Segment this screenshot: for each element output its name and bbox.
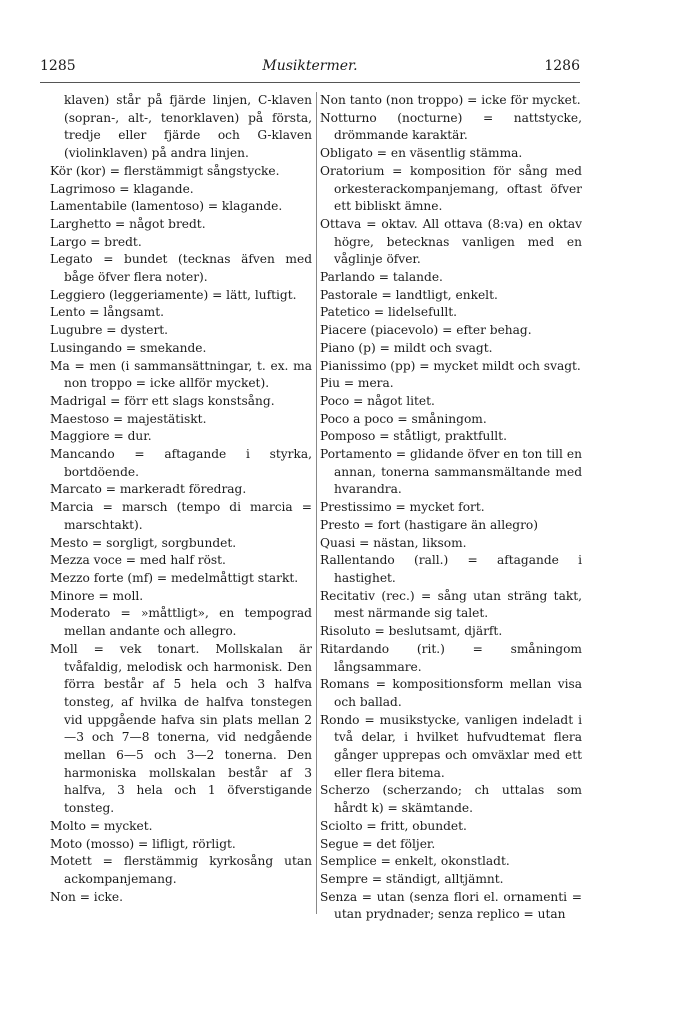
dictionary-entry: Pastorale = landtligt, enkelt. bbox=[320, 287, 498, 302]
dictionary-entry: Pianissimo (pp) = mycket mildt och svagt. bbox=[320, 358, 581, 373]
dictionary-entry: Mesto = sorgligt, sorgbundet. bbox=[50, 535, 237, 550]
dictionary-entry: Senza = utan (senza flori el. ornamenti = utan prydnader; senza replico = utan bbox=[320, 889, 582, 922]
column-divider bbox=[316, 92, 317, 914]
header-rule bbox=[40, 82, 580, 83]
dictionary-entry: Recitativ (rec.) = sång utan sträng takt, mest närmande sig talet. bbox=[320, 588, 582, 621]
dictionary-entry: Risoluto = beslutsamt, djärft. bbox=[320, 624, 503, 639]
dictionary-entry: Oratorium = komposition för sång med orkesterackompanjemang, oftast öfver ett bibliskt ämne. bbox=[320, 163, 582, 214]
page-header bbox=[40, 58, 580, 80]
dictionary-entry: Non = icke. bbox=[50, 889, 124, 904]
right-column bbox=[320, 92, 582, 924]
dictionary-entry: Leggiero (leggeriamente) = lätt, luftigt. bbox=[50, 287, 297, 302]
dictionary-entry: Maestoso = majestätiskt. bbox=[50, 411, 207, 426]
dictionary-entry: Sempre = ständigt, alltjämnt. bbox=[320, 871, 504, 886]
dictionary-entry: Maggiore = dur. bbox=[50, 429, 152, 444]
dictionary-entry: Moto (mosso) = lifligt, rörligt. bbox=[50, 836, 236, 851]
dictionary-entry: Kör (kor) = flerstämmigt sångstycke. bbox=[50, 163, 280, 178]
dictionary-entry: Piano (p) = mildt och svagt. bbox=[320, 340, 493, 355]
dictionary-entry: Larghetto = något bredt. bbox=[50, 216, 206, 231]
dictionary-entry: Madrigal = förr ett slags konstsång. bbox=[50, 393, 275, 408]
dictionary-entry: Pomposo = ståtligt, praktfullt. bbox=[320, 429, 507, 444]
dictionary-entry: Molto = mycket. bbox=[50, 818, 153, 833]
dictionary-entry: Ottava = oktav. All ottava (8:va) en oktav högre, betecknas vanligen med en våglinje öfver. bbox=[320, 216, 582, 267]
dictionary-entry: klaven) står på fjärde linjen, C-klaven (sopran-, alt-, tenorklaven) på första, tredje eller fjärde och G-klaven (violinklaven) på andra linjen. bbox=[64, 93, 312, 161]
page-number-right: 1286 bbox=[544, 58, 580, 74]
dictionary-entry: Marcato = markeradt föredrag. bbox=[50, 482, 247, 497]
dictionary-entry: Obligato = en väsentlig stämma. bbox=[320, 146, 523, 161]
dictionary-entry: Lagrimoso = klagande. bbox=[50, 181, 194, 196]
left-column bbox=[50, 92, 312, 906]
dictionary-entry: Piacere (piacevolo) = efter behag. bbox=[320, 323, 532, 338]
dictionary-entry: Lamentabile (lamentoso) = klagande. bbox=[50, 199, 283, 214]
page-number-left: 1285 bbox=[40, 58, 76, 74]
dictionary-entry: Legato = bundet (tecknas äfven med båge öfver flera noter). bbox=[50, 252, 312, 285]
dictionary-entry: Rondo = musikstycke, vanligen indeladt i två delar, i hvilket hufvudtemat flera gånger upprepas och omväxlar med ett eller flera bitema. bbox=[320, 712, 582, 780]
dictionary-entry: Poco a poco = småningom. bbox=[320, 411, 487, 426]
dictionary-entry: Piu = mera. bbox=[320, 376, 394, 391]
running-title: Musiktermer. bbox=[262, 58, 358, 74]
dictionary-entry: Ritardando (rit.) = småningom långsammare. bbox=[320, 641, 582, 674]
dictionary-entry: Lugubre = dystert. bbox=[50, 323, 169, 338]
dictionary-entry: Notturno (nocturne) = nattstycke, drömmande karaktär. bbox=[320, 110, 582, 143]
dictionary-entry: Presto = fort (hastigare än allegro) bbox=[320, 517, 539, 532]
dictionary-entry: Semplice = enkelt, okonstladt. bbox=[320, 854, 510, 869]
dictionary-entry: Poco = något litet. bbox=[320, 393, 435, 408]
dictionary-entry: Quasi = nästan, liksom. bbox=[320, 535, 467, 550]
dictionary-entry: Segue = det följer. bbox=[320, 836, 436, 851]
dictionary-entry: Moderato = »måttligt», en tempograd mellan andante och allegro. bbox=[50, 606, 312, 639]
dictionary-entry: Prestissimo = mycket fort. bbox=[320, 500, 485, 515]
dictionary-entry: Scherzo (scherzando; ch uttalas som hårdt k) = skämtande. bbox=[320, 783, 582, 816]
dictionary-entry: Moll = vek tonart. Mollskalan är tvåfaldig, melodisk och harmonisk. Den förra består af 5 hela och 3 halfva tonsteg, af hvilka de halfva tonstegen vid uppgående hafva sin plats mellan 2—3 och 7—8 tonerna, vid nedgående mellan 6—5 och 3—2 tonerna. Den harmoniska mollskalan består af 3 halfva, 3 hela och 1 öfverstigande tonsteg. bbox=[50, 641, 312, 816]
dictionary-entry: Mancando = aftagande i styrka, bortdöende. bbox=[50, 447, 312, 479]
dictionary-entry: Motett = flerstämmig kyrkosång utan ackompanjemang. bbox=[50, 854, 312, 886]
dictionary-entry: Marcia = marsch (tempo di marcia = marschtakt). bbox=[50, 500, 312, 532]
dictionary-entry: Lusingando = smekande. bbox=[50, 340, 207, 355]
dictionary-entry: Minore = moll. bbox=[50, 588, 144, 603]
dictionary-entry: Largo = bredt. bbox=[50, 234, 142, 249]
dictionary-entry: Parlando = talande. bbox=[320, 270, 443, 285]
dictionary-entry: Rallentando (rall.) = aftagande i hastighet. bbox=[320, 553, 582, 585]
dictionary-entry: Sciolto = fritt, obundet. bbox=[320, 818, 467, 833]
dictionary-entry: Non tanto (non troppo) = icke för mycket. bbox=[320, 93, 581, 107]
dictionary-entry: Mezzo forte (mf) = medelmåttigt starkt. bbox=[50, 570, 299, 585]
dictionary-entry: Patetico = lidelsefullt. bbox=[320, 305, 458, 320]
dictionary-entry: Lento = långsamt. bbox=[50, 305, 165, 320]
dictionary-entry: Romans = kompositionsform mellan visa och ballad. bbox=[320, 677, 582, 709]
dictionary-entry: Portamento = glidande öfver en ton till en annan, tonerna sammansmältande med hvarandra. bbox=[320, 447, 582, 497]
dictionary-entry: Mezza voce = med half röst. bbox=[50, 553, 226, 568]
dictionary-entry: Ma = men (i sammansättningar, t. ex. ma non troppo = icke allför mycket). bbox=[50, 358, 312, 391]
